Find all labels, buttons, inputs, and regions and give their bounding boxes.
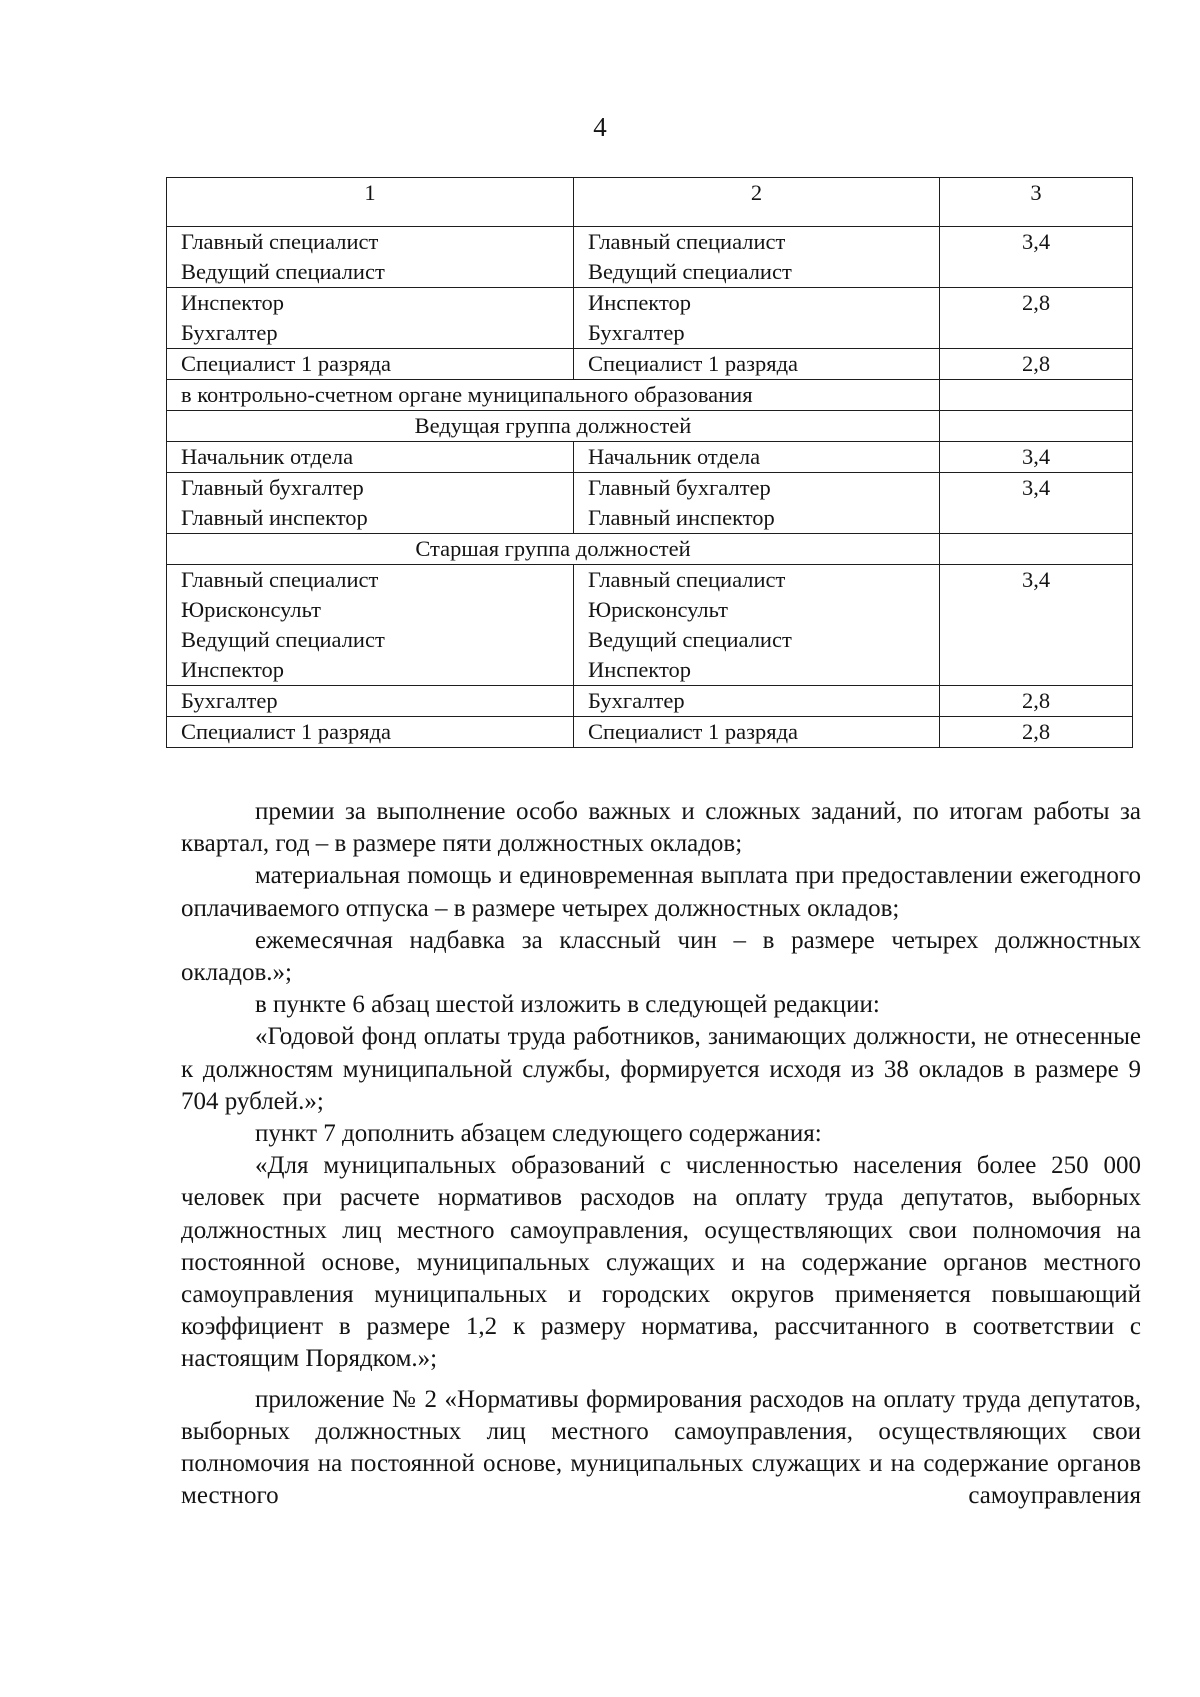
group-heading: Старшая группа должностей	[167, 534, 940, 565]
position-name: Ведущий специалист	[588, 627, 792, 652]
coefficient-cell: 2,8	[940, 288, 1133, 349]
table-header-row	[167, 178, 1133, 227]
position-cell	[167, 473, 574, 534]
position-name: Инспектор	[181, 657, 284, 682]
position-cell: Специалист 1 разряда	[574, 349, 940, 380]
table-row	[167, 565, 1133, 686]
position-name: Главный специалист	[588, 229, 786, 254]
paragraph: «Годовой фонд оплаты труда работников, занимающих должности, не отнесенные к должностям муниципальной службы, формируется исходя из 38 окладов в размере 9 704 рублей.»;	[181, 1023, 1141, 1115]
body-text	[181, 796, 1141, 1512]
position-cell: Начальник отдела	[574, 442, 940, 473]
position-cell: Специалист 1 разряда	[574, 717, 940, 748]
coefficient-cell: 2,8	[940, 686, 1133, 717]
section-row	[167, 534, 1133, 565]
position-name: Юрисконсульт	[181, 597, 321, 622]
table-row	[167, 227, 1133, 288]
paragraph: пункт 7 дополнить абзацем следующего содержания:	[255, 1120, 822, 1148]
position-cell	[167, 288, 574, 349]
empty-cell	[940, 411, 1133, 442]
section-heading: в контрольно-счетном органе муниципального образования	[167, 380, 940, 411]
position-name: Ведущий специалист	[181, 259, 385, 284]
position-name: Главный инспектор	[181, 505, 368, 530]
position-cell	[167, 227, 574, 288]
position-name: Главный бухгалтер	[181, 475, 364, 500]
paragraph: материальная помощь и единовременная выплата при предоставлении ежегодного оплачиваемого отпуска – в размере четырех должностных окладов;	[181, 862, 1141, 922]
position-name: Ведущий специалист	[588, 259, 792, 284]
position-cell	[574, 565, 940, 686]
position-cell: Бухгалтер	[167, 686, 574, 717]
position-name: Бухгалтер	[181, 320, 278, 345]
table-row	[167, 473, 1133, 534]
section-row	[167, 411, 1133, 442]
position-name: Ведущий специалист	[181, 627, 385, 652]
page-number: 4	[593, 112, 607, 142]
paragraph: «Для муниципальных образований с численностью населения более 250 000 человек при расчете нормативов расходов на оплату труда депутатов, выборных должностных лиц местного самоуправления, осуществляющих свои полномочия на постоянной основе, муниципальных служащих и на содержание органов местного самоуправления муниципальных и городских округов применяется повышающий коэффициент в размере 1,2 к размеру норматива, рассчитанного в соответствии с настоящим Порядком.»;	[181, 1152, 1141, 1373]
coefficient-cell: 3,4	[940, 565, 1133, 686]
position-cell	[574, 288, 940, 349]
table-row	[167, 349, 1133, 380]
paragraph: приложение № 2 «Нормативы формирования расходов на оплату труда депутатов, выборных должностных лиц местного самоуправления, осуществляющих свои полномочия на постоянной основе, муниципальных служащих и на содержание органов местного самоуправления	[181, 1385, 1141, 1510]
empty-cell	[940, 380, 1133, 411]
coefficient-cell: 3,4	[940, 442, 1133, 473]
position-name: Инспектор	[181, 290, 284, 315]
table-row	[167, 717, 1133, 748]
table-row	[167, 442, 1133, 473]
position-cell: Начальник отдела	[167, 442, 574, 473]
position-cell: Специалист 1 разряда	[167, 717, 574, 748]
position-name: Главный инспектор	[588, 505, 775, 530]
group-heading: Ведущая группа должностей	[167, 411, 940, 442]
position-cell	[167, 565, 574, 686]
empty-cell	[940, 534, 1133, 565]
position-cell	[574, 227, 940, 288]
coefficient-cell: 2,8	[940, 349, 1133, 380]
table-row	[167, 686, 1133, 717]
position-name: Бухгалтер	[588, 320, 685, 345]
position-name: Юрисконсульт	[588, 597, 728, 622]
position-name: Главный специалист	[181, 567, 379, 592]
table-row	[167, 288, 1133, 349]
position-name: Инспектор	[588, 290, 691, 315]
positions-table	[166, 177, 1133, 748]
paragraph: в пункте 6 абзац шестой изложить в следующей редакции:	[255, 991, 880, 1019]
coefficient-cell: 3,4	[940, 473, 1133, 534]
position-cell: Бухгалтер	[574, 686, 940, 717]
paragraph: ежемесячная надбавка за классный чин – в размере четырех должностных окладов.»;	[181, 926, 1141, 987]
header-cell-1: 1	[167, 178, 574, 227]
paragraph: премии за выполнение особо важных и сложных заданий, по итогам работы за квартал, год – в размере пяти должностных окладов;	[181, 798, 1141, 858]
position-cell	[574, 473, 940, 534]
section-row	[167, 380, 1133, 411]
header-cell-3: 3	[940, 178, 1133, 227]
position-name: Инспектор	[588, 657, 691, 682]
header-cell-2: 2	[574, 178, 940, 227]
position-name: Главный специалист	[181, 229, 379, 254]
coefficient-cell: 3,4	[940, 227, 1133, 288]
position-name: Главный бухгалтер	[588, 475, 771, 500]
coefficient-cell: 2,8	[940, 717, 1133, 748]
position-name: Главный специалист	[588, 567, 786, 592]
position-cell: Специалист 1 разряда	[167, 349, 574, 380]
